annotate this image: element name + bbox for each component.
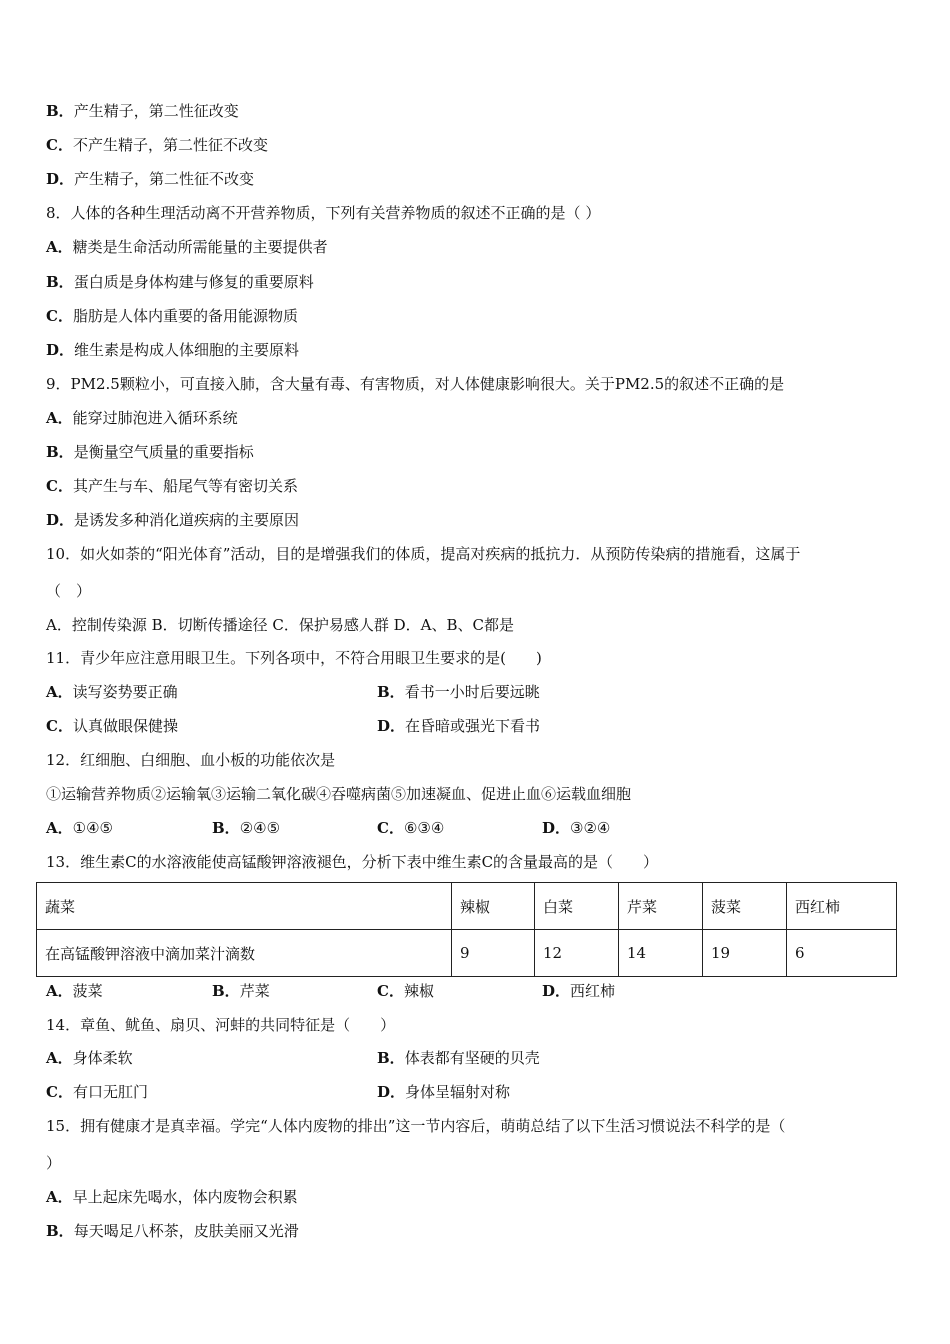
- q14-option-d: D．身体呈辐射对称: [377, 1083, 511, 1101]
- q11-option-b: B．看书一小时后要远眺: [377, 683, 540, 701]
- table-cell: 白菜: [535, 883, 619, 930]
- q14-option-b: B．体表都有坚硬的贝壳: [377, 1049, 540, 1067]
- table-cell: 6: [787, 930, 897, 977]
- table-row: [37, 930, 897, 977]
- q9-stem: 9．PM2.5颗粒小，可直接入肺，含大量有毒、有害物质，对人体健康影响很大。关于PM2.5的叙述不正确的是: [46, 375, 785, 393]
- q13-option-b: B．芹菜: [212, 982, 270, 1000]
- table-cell: 19: [703, 930, 787, 977]
- q13-option-a: A．菠菜: [46, 982, 103, 1000]
- q10-stem-line1: 10．如火如荼的“阳光体育”活动，目的是增强我们的体质，提高对疾病的抵抗力．从预防传染病的措施看，这属于: [46, 545, 801, 563]
- q14-option-c: C．有口无肛门: [46, 1083, 148, 1101]
- q12-items: ①运输营养物质②运输氧③运输二氧化碳④吞噬病菌⑤加速凝血、促进止血⑥运载血细胞: [46, 785, 632, 803]
- q7-option-d: D．产生精子，第二性征不改变: [46, 170, 255, 188]
- q10-options: A．控制传染源 B．切断传播途径 C．保护易感人群 D．A、B、C都是: [46, 616, 514, 634]
- q15-stem-line1: 15．拥有健康才是真幸福。学完“人体内废物的排出”这一节内容后，萌萌总结了以下生活习惯说法不科学的是（: [46, 1117, 786, 1135]
- q11-option-d: D．在昏暗或强光下看书: [377, 717, 541, 735]
- q9-option-d: D．是诱发多种消化道疾病的主要原因: [46, 511, 300, 529]
- q8-option-c: C．脂肪是人体内重要的备用能源物质: [46, 307, 298, 325]
- q13-option-c: C．辣椒: [377, 982, 434, 1000]
- table-cell: 辣椒: [452, 883, 535, 930]
- q10-stem-line2: （ ）: [46, 582, 92, 600]
- q8-stem: 8．人体的各种生理活动离不开营养物质，下列有关营养物质的叙述不正确的是（ ）: [46, 204, 601, 222]
- q11-option-a: A．读写姿势要正确: [46, 683, 178, 701]
- q7-option-c: C．不产生精子，第二性征不改变: [46, 136, 268, 154]
- q12-option-d: D．③②④: [542, 819, 611, 837]
- table-cell: 蔬菜: [37, 883, 452, 930]
- q12-option-c: C．⑥③④: [377, 819, 445, 837]
- q7-option-b: B．产生精子，第二性征改变: [46, 102, 239, 120]
- table-cell: 12: [535, 930, 619, 977]
- table-header-row: [37, 883, 897, 930]
- q11-stem: 11．青少年应注意用眼卫生。下列各项中，不符合用眼卫生要求的是( ): [46, 649, 542, 667]
- table-cell: 菠菜: [703, 883, 787, 930]
- table-cell: 西红柿: [787, 883, 897, 930]
- q12-option-b: B．②④⑤: [212, 819, 281, 837]
- q9-option-c: C．其产生与车、船尾气等有密切关系: [46, 477, 298, 495]
- q15-option-b: B．每天喝足八杯茶，皮肤美丽又光滑: [46, 1222, 299, 1240]
- table-cell: 在高锰酸钾溶液中滴加菜汁滴数: [37, 930, 452, 977]
- q8-option-d: D．维生素是构成人体细胞的主要原料: [46, 341, 300, 359]
- q8-option-a: A．糖类是生命活动所需能量的主要提供者: [46, 238, 328, 256]
- q12-stem: 12．红细胞、白细胞、血小板的功能依次是: [46, 751, 336, 769]
- vitamin-c-table: [36, 882, 897, 977]
- q13-stem: 13．维生素C的水溶液能使高锰酸钾溶液褪色，分析下表中维生素C的含量最高的是（ ）: [46, 853, 659, 871]
- q11-option-c: C．认真做眼保健操: [46, 717, 178, 735]
- q12-option-a: A．①④⑤: [46, 819, 113, 837]
- q9-option-a: A．能穿过肺泡进入循环系统: [46, 409, 238, 427]
- q15-option-a: A．早上起床先喝水，体内废物会积累: [46, 1188, 298, 1206]
- table-cell: 14: [619, 930, 703, 977]
- table-cell: 9: [452, 930, 535, 977]
- q15-stem-line2: ）: [46, 1154, 62, 1172]
- q14-option-a: A．身体柔软: [46, 1049, 133, 1067]
- q8-option-b: B．蛋白质是身体构建与修复的重要原料: [46, 273, 314, 291]
- q14-stem: 14．章鱼、鱿鱼、扇贝、河蚌的共同特征是（ ）: [46, 1016, 396, 1034]
- q13-option-d: D．西红柿: [542, 982, 616, 1000]
- q9-option-b: B．是衡量空气质量的重要指标: [46, 443, 254, 461]
- table-cell: 芹菜: [619, 883, 703, 930]
